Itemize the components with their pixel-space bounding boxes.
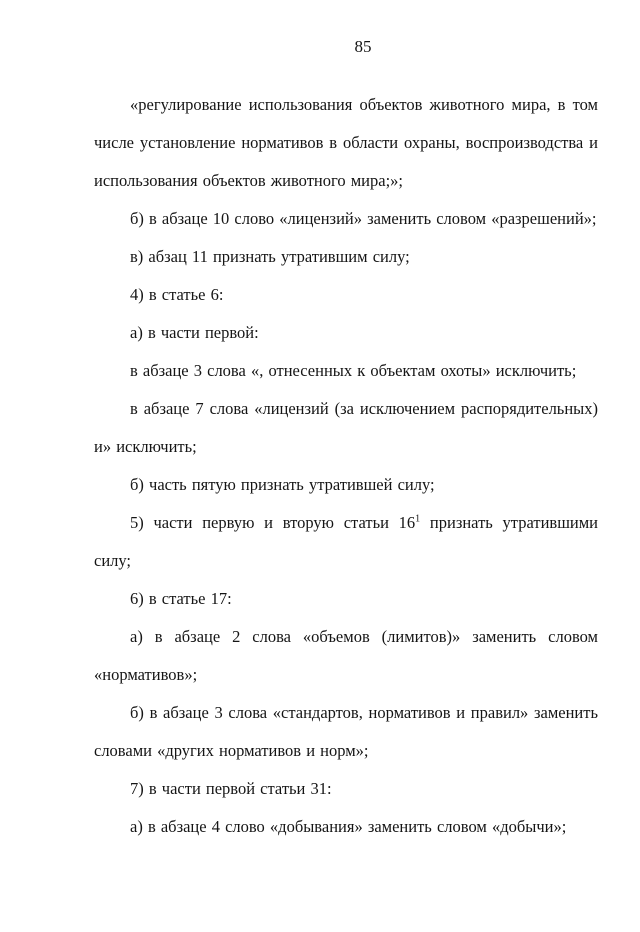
paragraph: б) часть пятую признать утратившей силу; — [130, 475, 435, 494]
paragraph: в абзаце 3 слова «, отнесенных к объектам охоты» исключить; — [130, 361, 577, 380]
paragraph: «регулирование использования объектов животного мира, в том числе установление нормативов в области охраны, воспроизводства и использования объектов животного мира;»; — [94, 95, 598, 190]
paragraph: 6) в статье 17: — [130, 589, 232, 608]
paragraph: 7) в части первой статьи 31: — [130, 779, 332, 798]
paragraph: в) абзац 11 признать утратившим силу; — [130, 247, 410, 266]
paragraph-text: признать утратившими силу; — [94, 513, 598, 570]
paragraph: в абзаце 7 слова «лицензий (за исключением распорядительных) и» исключить; — [94, 399, 598, 456]
document-body — [94, 86, 598, 846]
paragraph: а) в абзаце 4 слово «добывания» заменить словом «добычи»; — [130, 817, 567, 836]
superscript: 1 — [415, 513, 421, 525]
paragraph — [94, 504, 598, 580]
document-page — [0, 32, 640, 932]
paragraph: а) в части первой: — [130, 323, 259, 342]
paragraph: а) в абзаце 2 слова «объемов (лимитов)» заменить словом «нормативов»; — [94, 627, 598, 684]
page-number: 85 — [354, 37, 372, 56]
paragraph: б) в абзаце 10 слово «лицензий» заменить словом «разрешений»; — [130, 209, 597, 228]
paragraph: б) в абзаце 3 слова «стандартов, нормативов и правил» заменить словами «других нормативов и норм»; — [94, 703, 598, 760]
paragraph-text: 5) части первую и вторую статьи 16 — [130, 513, 416, 532]
paragraph: 4) в статье 6: — [130, 285, 224, 304]
